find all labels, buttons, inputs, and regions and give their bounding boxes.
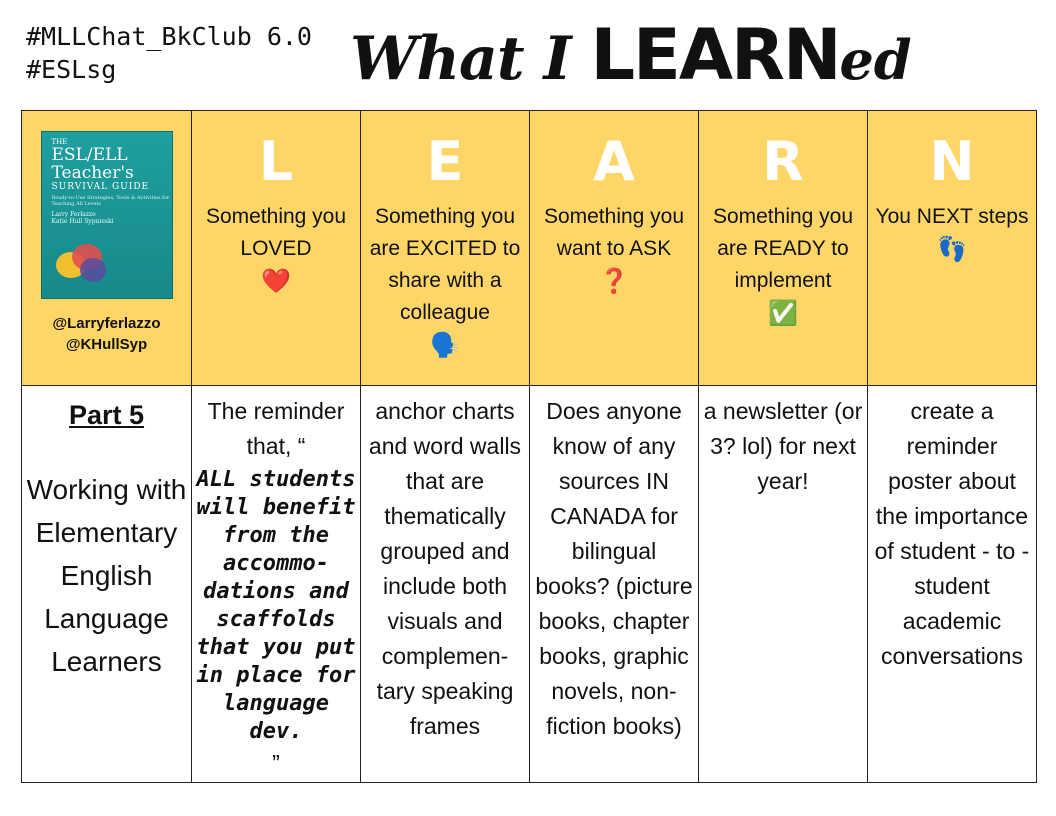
book-line-the: THE [51,138,68,146]
title-part-what-i: What I [350,24,591,94]
answer-ask: Does anyone know of any sources IN CANADA for bilingual books? (picture books, chapter books, graphic novels, non-fiction books) [530,386,699,783]
answer-loved-suffix: ” [272,750,280,776]
question-mark-icon: ❓ [599,268,629,295]
part-cell [22,386,192,783]
book-cover-image [41,131,173,299]
column-header-e [361,111,530,386]
book-line-teachers: Teacher's [51,163,134,183]
learn-table [21,110,1037,783]
answer-loved-quote: ALL students will benefit from the accommo-dations and scaffolds that you put in place for language dev. [196,467,356,744]
answer-ready: a newsletter (or 3? lol) for next year! [699,386,868,783]
letter-e: E [426,130,464,193]
desc-loved: Something you LOVED ❤️ [196,201,356,299]
heart-icon: ❤️ [261,268,291,295]
column-header-l [192,111,361,386]
letter-r: R [762,130,804,193]
letter-n: N [929,130,975,193]
hashtag-eslsg: #ESLsg [26,55,117,84]
speaking-head-icon: 🗣️ [430,332,460,359]
desc-next: You NEXT steps 👣 [872,201,1032,267]
footprints-icon: 👣 [937,236,967,263]
column-header-r [699,111,868,386]
part-subtitle: Working with Elementary English Language Learners [26,474,187,677]
letter-l: L [258,130,294,193]
speech-bubbles-icon [56,242,116,286]
answer-loved [192,386,361,783]
title-part-learn: LEARN [590,14,840,96]
answer-next: create a reminder poster about the importance of student - to - student academic conversations [868,386,1037,783]
hashtag-bookclub: #MLLChat_BkClub 6.0 [26,22,312,51]
book-line-tagline: Ready-to-Use Strategies, Tools & Activities for Teaching All Levels [51,195,170,207]
author-handles [26,313,187,355]
book-cell [22,111,192,386]
desc-ready: Something you are READY to implement ✅ [703,201,863,331]
answer-row [22,386,1037,783]
book-line-esl-ell: ESL/ELL [51,145,128,165]
title-part-ed: ed [839,28,912,92]
hashtags [26,20,312,86]
part-title: Part 5 [68,400,145,430]
book-line-survival-guide: SURVIVAL GUIDE [51,182,150,192]
handle-khullsyp: @KHullSyp [65,336,148,353]
page-title [350,14,950,98]
check-mark-icon: ✅ [768,300,798,327]
handle-larryferlazzo: @Larryferlazzo [52,315,161,332]
header-row [22,111,1037,386]
answer-loved-prefix: The reminder that, “ [207,398,345,459]
column-header-a [530,111,699,386]
book-line-authors: Larry Ferlazzo Katie Hull Sypnieski [51,211,114,225]
desc-excited: Something you are EXCITED to share with a colleague 🗣️ [365,201,525,363]
answer-excited: anchor charts and word walls that are thematically grouped and include both visuals and complemen-tary speaking frames [361,386,530,783]
letter-a: A [593,130,635,193]
column-header-n [868,111,1037,386]
desc-ask: Something you want to ASK ❓ [534,201,694,299]
